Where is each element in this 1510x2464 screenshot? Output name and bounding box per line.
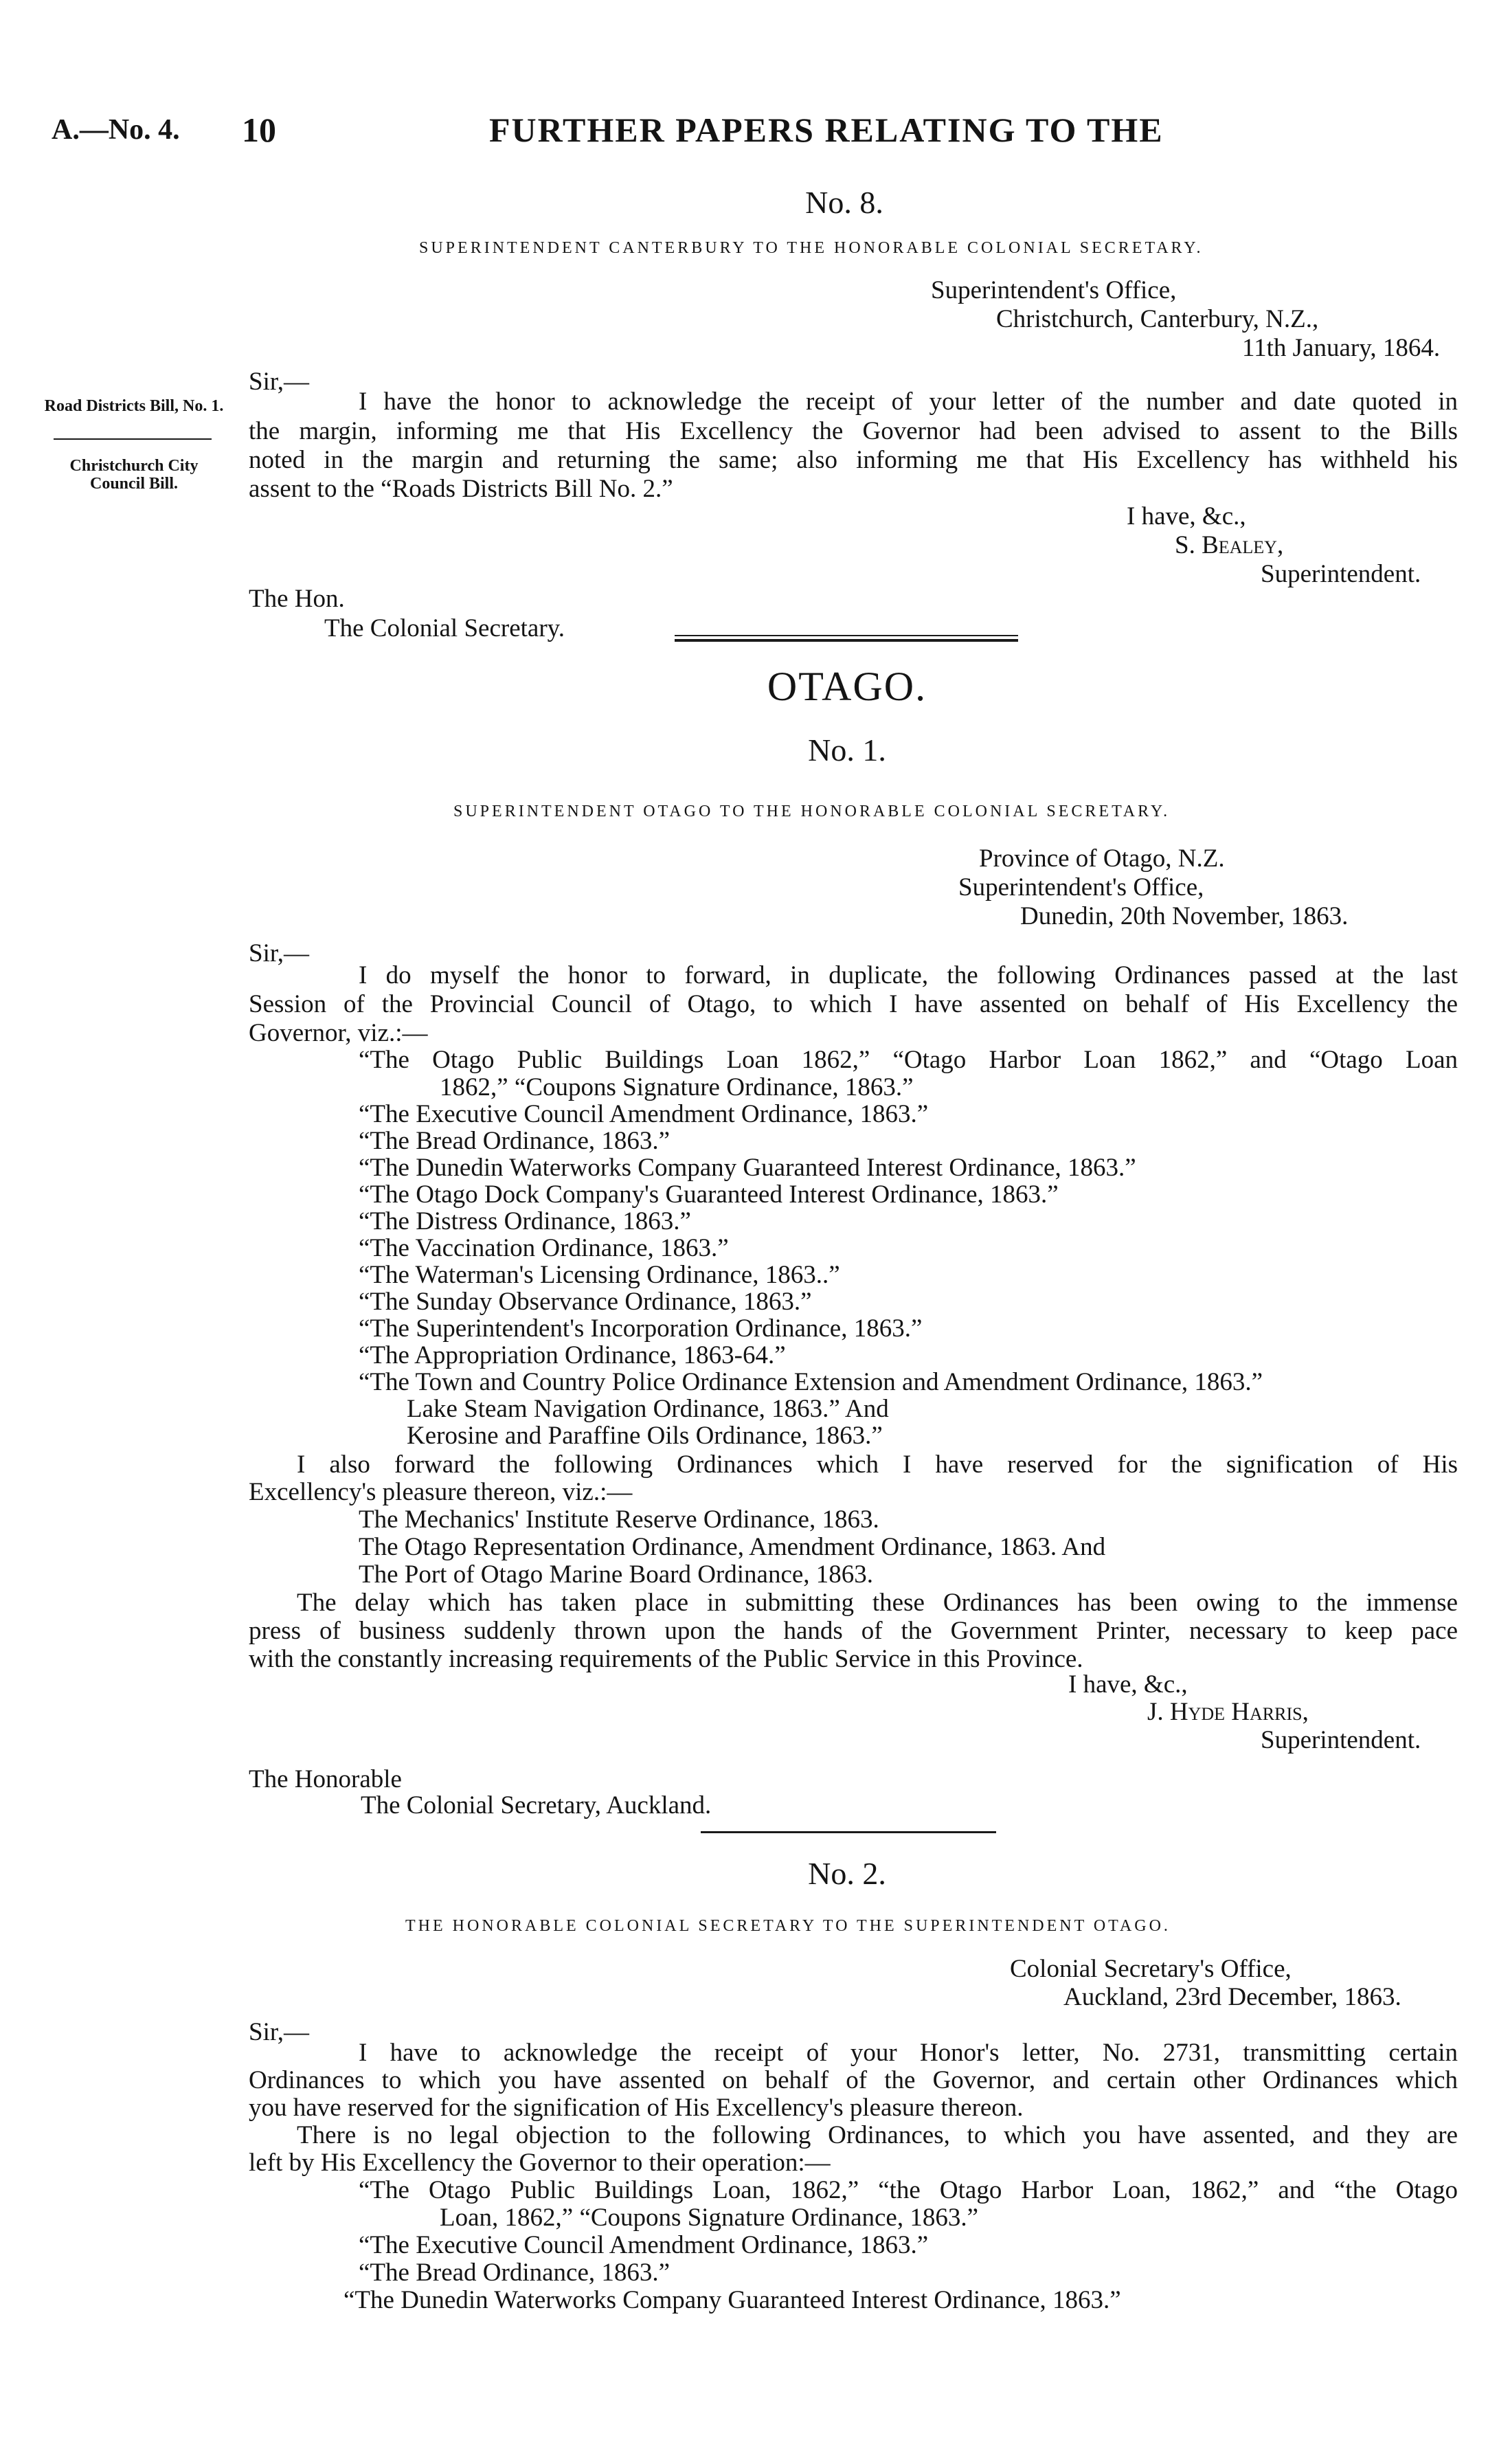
letter-heading: SUPERINTENDENT CANTERBURY TO THE HONORABLE COLONIAL SECRETARY. bbox=[419, 239, 1204, 257]
letter-text-line: I do myself the honor to forward, in duplicate, the following Ordinances passed at the last bbox=[359, 961, 1458, 989]
ordinance-item: “The Waterman's Licensing Ordinance, 1863..” bbox=[359, 1261, 840, 1289]
signature-title: Superintendent. bbox=[1261, 560, 1421, 588]
salutation: Sir,— bbox=[249, 2018, 309, 2046]
section-rule bbox=[701, 1831, 996, 1833]
letter-text-line: you have reserved for the signification of His Excellency's pleasure thereon. bbox=[249, 2094, 1024, 2122]
address-line: Dunedin, 20th November, 1863. bbox=[1020, 902, 1349, 930]
ordinance-item: Lake Steam Navigation Ordinance, 1863.” And bbox=[407, 1395, 889, 1423]
letter-text-line: I have to acknowledge the receipt of your Honor's letter, No. 2731, transmitting certain bbox=[359, 2039, 1458, 2067]
address-line: 11th January, 1864. bbox=[1242, 334, 1441, 362]
running-title: FURTHER PAPERS RELATING TO THE bbox=[489, 111, 1164, 149]
margin-rule bbox=[54, 438, 212, 440]
address-line: Colonial Secretary's Office, bbox=[1010, 1955, 1292, 1983]
closing: I have, &c., bbox=[1068, 1670, 1188, 1699]
ordinance-item: “The Executive Council Amendment Ordinance, 1863.” bbox=[359, 1100, 929, 1128]
address-line: Superintendent's Office, bbox=[931, 276, 1177, 304]
letter-heading: THE HONORABLE COLONIAL SECRETARY TO THE SUPERINTENDENT OTAGO. bbox=[405, 1917, 1171, 1935]
letter-text-line: I also forward the following Ordinances which I have reserved for the signification of His bbox=[297, 1451, 1458, 1479]
ordinance-item: “The Otago Public Buildings Loan, 1862,” “the Otago Harbor Loan, 1862,” and “the Otago bbox=[359, 2176, 1458, 2204]
addressee-line: The Honorable bbox=[249, 1765, 402, 1793]
ordinance-item: “The Distress Ordinance, 1863.” bbox=[359, 1207, 691, 1235]
addressee-line: The Colonial Secretary, Auckland. bbox=[361, 1791, 712, 1819]
letter-text-line: press of business suddenly thrown upon the hands of the Government Printer, necessary to keep pace bbox=[249, 1617, 1458, 1645]
address-line: Province of Otago, N.Z. bbox=[979, 844, 1225, 873]
ordinance-item: Kerosine and Paraffine Oils Ordinance, 1863.” bbox=[407, 1422, 883, 1450]
address-line: Auckland, 23rd December, 1863. bbox=[1063, 1983, 1401, 2011]
ordinance-item: “The Executive Council Amendment Ordinance, 1863.” bbox=[359, 2231, 929, 2259]
ordinance-item: “The Town and Country Police Ordinance Extension and Amendment Ordinance, 1863.” bbox=[359, 1368, 1263, 1396]
letter-text-line: noted in the margin and returning the same; also informing me that His Excellency has withheld his bbox=[249, 446, 1458, 474]
ordinance-item: “The Otago Dock Company's Guaranteed Interest Ordinance, 1863.” bbox=[359, 1180, 1059, 1209]
ordinance-item: “The Superintendent's Incorporation Ordinance, 1863.” bbox=[359, 1314, 923, 1343]
signature-title: Superintendent. bbox=[1261, 1726, 1421, 1754]
letter-heading: SUPERINTENDENT OTAGO TO THE HONORABLE COLONIAL SECRETARY. bbox=[453, 803, 1171, 820]
letter-text-line: Ordinances to which you have assented on behalf of the Governor, and certain other Ordinances which bbox=[249, 2066, 1458, 2094]
letter-text-line: Session of the Provincial Council of Otago, to which I have assented on behalf of His Excellency the bbox=[249, 990, 1458, 1018]
addressee-line: The Hon. bbox=[249, 585, 345, 613]
reserved-ordinance: The Port of Otago Marine Board Ordinance, 1863. bbox=[359, 1560, 874, 1589]
closing: I have, &c., bbox=[1127, 502, 1246, 530]
letter-text-line: Excellency's pleasure thereon, viz.:— bbox=[249, 1478, 633, 1506]
ordinance-item: “The Otago Public Buildings Loan 1862,” “Otago Harbor Loan 1862,” and “Otago Loan bbox=[359, 1046, 1458, 1074]
letter-text-line: Governor, viz.:— bbox=[249, 1019, 428, 1047]
ordinance-item: “The Sunday Observance Ordinance, 1863.” bbox=[359, 1288, 812, 1316]
letter-text-line: There is no legal objection to the following Ordinances, to which you have assented, and they are bbox=[297, 2121, 1458, 2149]
letter-text-line: assent to the “Roads Districts Bill No. 2.” bbox=[249, 475, 673, 503]
letter-number: No. 8. bbox=[805, 185, 883, 220]
reserved-ordinance: The Otago Representation Ordinance, Amendment Ordinance, 1863. And bbox=[359, 1533, 1106, 1561]
address-line: Superintendent's Office, bbox=[958, 873, 1204, 901]
ordinance-item: “The Appropriation Ordinance, 1863-64.” bbox=[359, 1341, 786, 1369]
reserved-ordinance: The Mechanics' Institute Reserve Ordinance, 1863. bbox=[359, 1505, 879, 1534]
paper-reference: A.—No. 4. bbox=[52, 114, 180, 146]
ordinance-item: Loan, 1862,” “Coupons Signature Ordinance, 1863.” bbox=[440, 2204, 979, 2232]
salutation: Sir,— bbox=[249, 368, 309, 396]
signature: J. Hyde Harris, bbox=[1147, 1698, 1309, 1726]
letter-text-line: with the constantly increasing requirements of the Public Service in this Province. bbox=[249, 1645, 1083, 1673]
addressee-line: The Colonial Secretary. bbox=[324, 614, 565, 642]
section-rule bbox=[675, 639, 1018, 642]
ordinance-item: “The Dunedin Waterworks Company Guaranteed Interest Ordinance, 1863.” bbox=[359, 1154, 1136, 1182]
section-title: OTAGO. bbox=[767, 664, 927, 709]
letter-text-line: left by His Excellency the Governor to their operation:— bbox=[249, 2149, 831, 2177]
margin-note: Road Districts Bill, No. 1. bbox=[44, 397, 224, 415]
letter-text-line: The delay which has taken place in submitting these Ordinances has been owing to the immense bbox=[297, 1589, 1458, 1617]
ordinance-item: “The Bread Ordinance, 1863.” bbox=[359, 1127, 671, 1155]
ordinance-item: “The Dunedin Waterworks Company Guaranteed Interest Ordinance, 1863.” bbox=[343, 2286, 1121, 2314]
page-number: 10 bbox=[242, 111, 276, 149]
address-line: Christchurch, Canterbury, N.Z., bbox=[996, 305, 1319, 333]
letter-number: No. 1. bbox=[808, 732, 886, 768]
ordinance-item: “The Vaccination Ordinance, 1863.” bbox=[359, 1234, 729, 1262]
section-rule bbox=[675, 635, 1018, 636]
letter-text-line: I have the honor to acknowledge the receipt of your letter of the number and date quoted in bbox=[359, 388, 1458, 416]
salutation: Sir,— bbox=[249, 939, 309, 967]
letter-number: No. 2. bbox=[808, 1856, 886, 1891]
signature: S. Bealey, bbox=[1175, 531, 1284, 559]
ordinance-item: 1862,” “Coupons Signature Ordinance, 1863.” bbox=[440, 1073, 914, 1101]
margin-note: Christchurch City Council Bill. bbox=[69, 457, 199, 493]
ordinance-item: “The Bread Ordinance, 1863.” bbox=[359, 2259, 671, 2287]
letter-text-line: the margin, informing me that His Excellency the Governor had been advised to assent to the Bills bbox=[249, 417, 1458, 445]
